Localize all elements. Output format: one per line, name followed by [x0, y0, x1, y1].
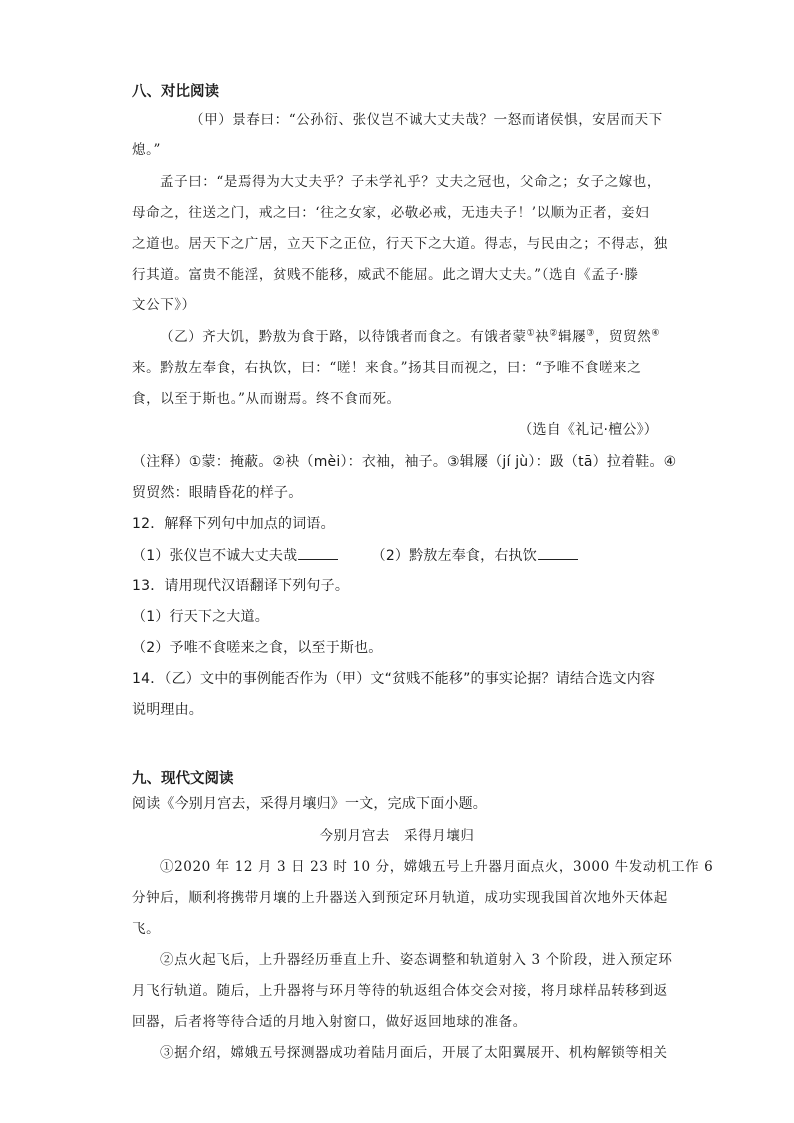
passage-jia-line: 母命之，往送之门，戒之曰：‘往之女家，必敬必戒，无违夫子！’以顺为正者，妾妇	[132, 205, 650, 221]
question-12: 12．解释下列句中加点的词语。	[132, 516, 335, 532]
section-9-heading: 九、现代文阅读	[132, 771, 234, 787]
question-13-item: （2）予唯不食嗟来之食，以至于斯也。	[132, 640, 383, 656]
passage-jia-line: 熄。”	[132, 142, 161, 158]
article-paragraph-line: 分钟后，顺利将携带月壤的上升器送入到预定环月轨道，成功实现我国首次地外天体起	[132, 890, 668, 906]
passage-yi-line: 食，以至于斯也。”从而谢焉。终不食而死。	[132, 391, 401, 407]
article-title: 今别月宫去 采得月壤归	[319, 828, 475, 844]
article-paragraph-line: ③据介绍，嫦娥五号探测器成功着陆月面后，开展了太阳翼展开、机构解锁等相关	[160, 1045, 668, 1061]
article-paragraph-line: ②点火起飞后，上升器经历垂直上升、姿态调整和轨道射入 3 个阶段，进入预定环	[160, 952, 673, 968]
question-13: 13．请用现代汉语翻译下列句子。	[132, 578, 350, 594]
passage-yi-line: 来。黔敖左奉食，右执饮，曰：“嗟！来食。”扬其目而视之，曰：“予唯不食嗟来之	[132, 360, 642, 376]
passage-yi-line: （乙）齐大饥，黔敖为食于路，以待饿者而食之。有饿者蒙①袂②辑屦③，贸贸然④	[160, 328, 661, 345]
footnote-marker: ①	[526, 328, 536, 339]
footnote-marker: ④	[651, 328, 661, 339]
article-paragraph-line: ①2020 年 12 月 3 日 23 时 10 分，嫦娥五号上升器月面点火，3000 牛发动机工作 6	[160, 859, 714, 875]
annotation-line: 贸贸然：眼睛昏花的样子。	[132, 485, 303, 501]
answer-blank[interactable]	[298, 545, 338, 560]
passage-jia-line: （甲）景春曰：“公孙衍、张仪岂不诚大丈夫哉？一怒而诸侯惧，安居而天下	[190, 112, 663, 128]
answer-blank[interactable]	[538, 545, 578, 560]
article-paragraph-line: 月飞行轨道。随后，上升器将与环月等待的轨返组合体交会对接，将月球样品转移到返	[132, 983, 668, 999]
section-8-heading: 八、对比阅读	[132, 84, 219, 100]
annotation-line: （注释）①蒙：掩蔽。②袂（mèi）：衣袖，袖子。③辑屦（jí jù）：趿（tā）拉着鞋。④	[132, 454, 677, 470]
question-14: 14．（乙）文中的事例能否作为（甲）文“贫贱不能移”的事实论据？请结合选文内容	[132, 671, 656, 687]
passage-jia-line: 文公下》）	[132, 297, 196, 313]
reading-instruction: 阅读《今别月宫去，采得月壤归》一文，完成下面小题。	[132, 796, 487, 812]
footnote-marker: ③	[586, 328, 595, 339]
footnote-marker: ②	[549, 328, 559, 339]
passage-jia-line: 孟子曰：“是焉得为大丈夫乎？子未学礼乎？丈夫之冠也，父命之；女子之嫁也，	[160, 174, 662, 190]
passage-jia-line: 之道也。居天下之广居，立天下之正位，行天下之大道。得志，与民由之；不得志，独	[132, 236, 668, 252]
question-13-item: （1）行天下之大道。	[132, 609, 269, 625]
article-paragraph-line: 回器，后者将等待合适的月地入射窗口，做好返回地球的准备。	[132, 1014, 527, 1030]
passage-source: （选自《礼记·檀公》）	[518, 422, 658, 438]
article-paragraph-line: 飞。	[132, 921, 161, 937]
question-12-items: （1）张仪岂不诚大丈夫哉 （2）黔敖左奉食，右执饮	[132, 545, 578, 566]
question-14: 说明理由。	[132, 702, 203, 718]
passage-jia-line: 行其道。富贵不能淫，贫贱不能移，威武不能屈。此之谓大丈夫。”（选自《孟子·滕	[132, 267, 639, 283]
